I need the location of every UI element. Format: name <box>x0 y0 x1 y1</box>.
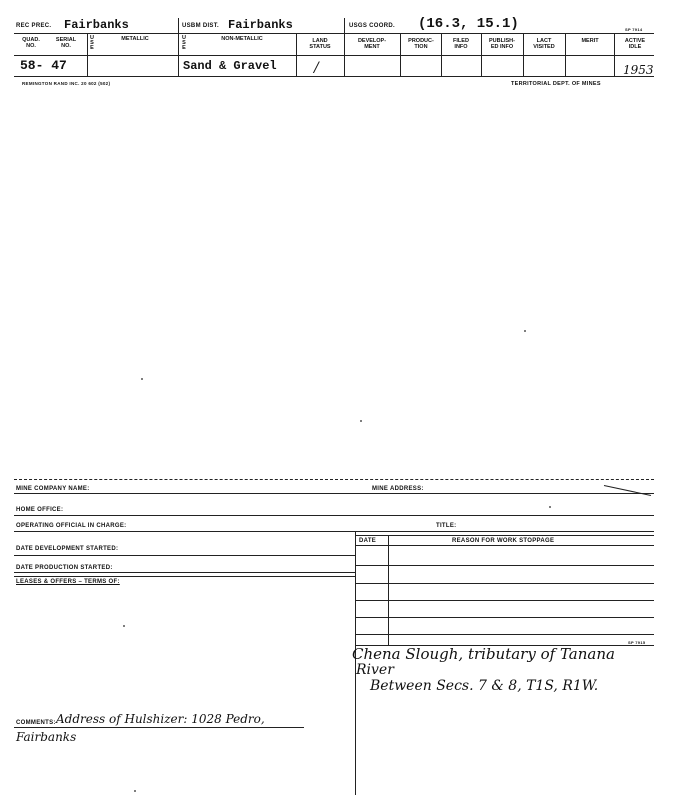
rule-stop-row5 <box>355 634 654 635</box>
leases-label: LEASES & OFFERS – TERMS OF: <box>16 579 120 585</box>
divider <box>481 33 482 76</box>
rule-home-office <box>14 515 654 516</box>
rule-stop-row3 <box>355 600 654 601</box>
col-development: DEVELOP- MENT <box>357 38 387 50</box>
usgs-coord-value: (16.3, 15.1) <box>418 16 519 32</box>
col-published-info: PUBLISH- ED INFO <box>489 38 515 50</box>
active-idle-value: 1953 <box>623 63 654 77</box>
prod-started-label: DATE PRODUCTION STARTED: <box>16 565 113 571</box>
rule-official <box>14 531 654 532</box>
usbm-dist-label: USBM DIST. <box>182 23 220 29</box>
comments-label: COMMENTS: <box>16 720 56 726</box>
rule-dev <box>14 555 355 556</box>
location-line-1: Chena Slough, tributary of Tanana <box>352 645 615 663</box>
rule-stop-row1 <box>355 565 654 566</box>
col-use-metallic: U S E <box>90 35 94 51</box>
divider <box>400 33 401 76</box>
rule-stop-row2 <box>355 583 654 584</box>
divider <box>565 33 566 76</box>
reason-column-label: REASON FOR WORK STOPPAGE <box>452 538 555 544</box>
speck <box>524 330 526 332</box>
comments-text-2: Fairbanks <box>16 730 77 744</box>
home-office-label: HOME OFFICE: <box>16 507 64 513</box>
form-number-bottom: SP 7915 <box>628 640 646 645</box>
col-filed-info: FILED INFO <box>453 38 469 50</box>
date-column-label: DATE <box>359 538 377 544</box>
col-production: PRODUC- TION <box>408 38 434 50</box>
divider <box>614 33 615 76</box>
rec-prec-value: Fairbanks <box>64 18 129 32</box>
divider <box>87 33 88 76</box>
nonmetallic-value: Sand & Gravel <box>183 59 277 73</box>
location-line-2: River <box>356 662 394 678</box>
bottom-rule <box>14 76 654 77</box>
rule-stoppage-top <box>355 535 654 536</box>
col-last-visited: LACT VISITED <box>533 38 555 50</box>
operating-official-label: OPERATING OFFICIAL IN CHARGE: <box>16 523 127 529</box>
divider <box>178 18 179 76</box>
speck <box>549 506 551 508</box>
col-use-nonmetallic: U S E <box>182 35 186 51</box>
rule-company <box>14 493 654 494</box>
card-edge <box>14 479 654 480</box>
col-active-idle: ACTIVE IDLE <box>624 38 646 50</box>
department: TERRITORIAL DEPT. OF MINES <box>511 81 601 87</box>
speck <box>360 420 362 422</box>
divider <box>441 33 442 76</box>
rule-stop-row4 <box>355 617 654 618</box>
rec-prec-label: REC PREC. <box>16 23 52 29</box>
col-land-status: LAND STATUS <box>309 38 331 50</box>
col-nonmetallic: NON-METALLIC <box>221 36 263 42</box>
dev-started-label: DATE DEVELOPMENT STARTED: <box>16 546 119 552</box>
speck <box>134 790 136 792</box>
col-serial: SERIAL NO. <box>55 37 77 49</box>
header-rule <box>14 55 654 56</box>
rule-prod-2 <box>14 576 355 577</box>
land-status-value: / <box>314 60 319 76</box>
divider <box>296 33 297 76</box>
rule-stoppage-header <box>355 545 654 546</box>
usgs-coord-label: USGS COORD. <box>349 23 395 29</box>
rule-prod <box>14 572 355 573</box>
top-rule <box>14 33 654 34</box>
speck <box>141 378 143 380</box>
printer-imprint: REMINGTON RAND INC. 20 602 (502) <box>22 81 111 86</box>
location-line-3: Between Secs. 7 & 8, T1S, R1W. <box>370 678 599 694</box>
divider-date <box>388 535 389 645</box>
col-merit: MERIT <box>581 38 599 44</box>
col-metallic: METALLIC <box>121 36 149 42</box>
speck <box>123 625 125 627</box>
mine-address-label: MINE ADDRESS: <box>372 486 424 492</box>
col-quad: QUAD. NO. <box>22 37 40 49</box>
form-number: SP 7914 <box>625 27 643 32</box>
divider <box>523 33 524 76</box>
comments-text: Address of Hulshizer: 1028 Pedro, <box>56 712 265 726</box>
pencil-stroke <box>604 485 651 496</box>
quad-serial-value: 58- 47 <box>20 58 67 73</box>
comments-rule <box>14 727 304 728</box>
divider <box>344 18 345 76</box>
usbm-dist-value: Fairbanks <box>228 18 293 32</box>
title-label: TITLE: <box>436 523 457 529</box>
mine-company-label: MINE COMPANY NAME: <box>16 486 90 492</box>
